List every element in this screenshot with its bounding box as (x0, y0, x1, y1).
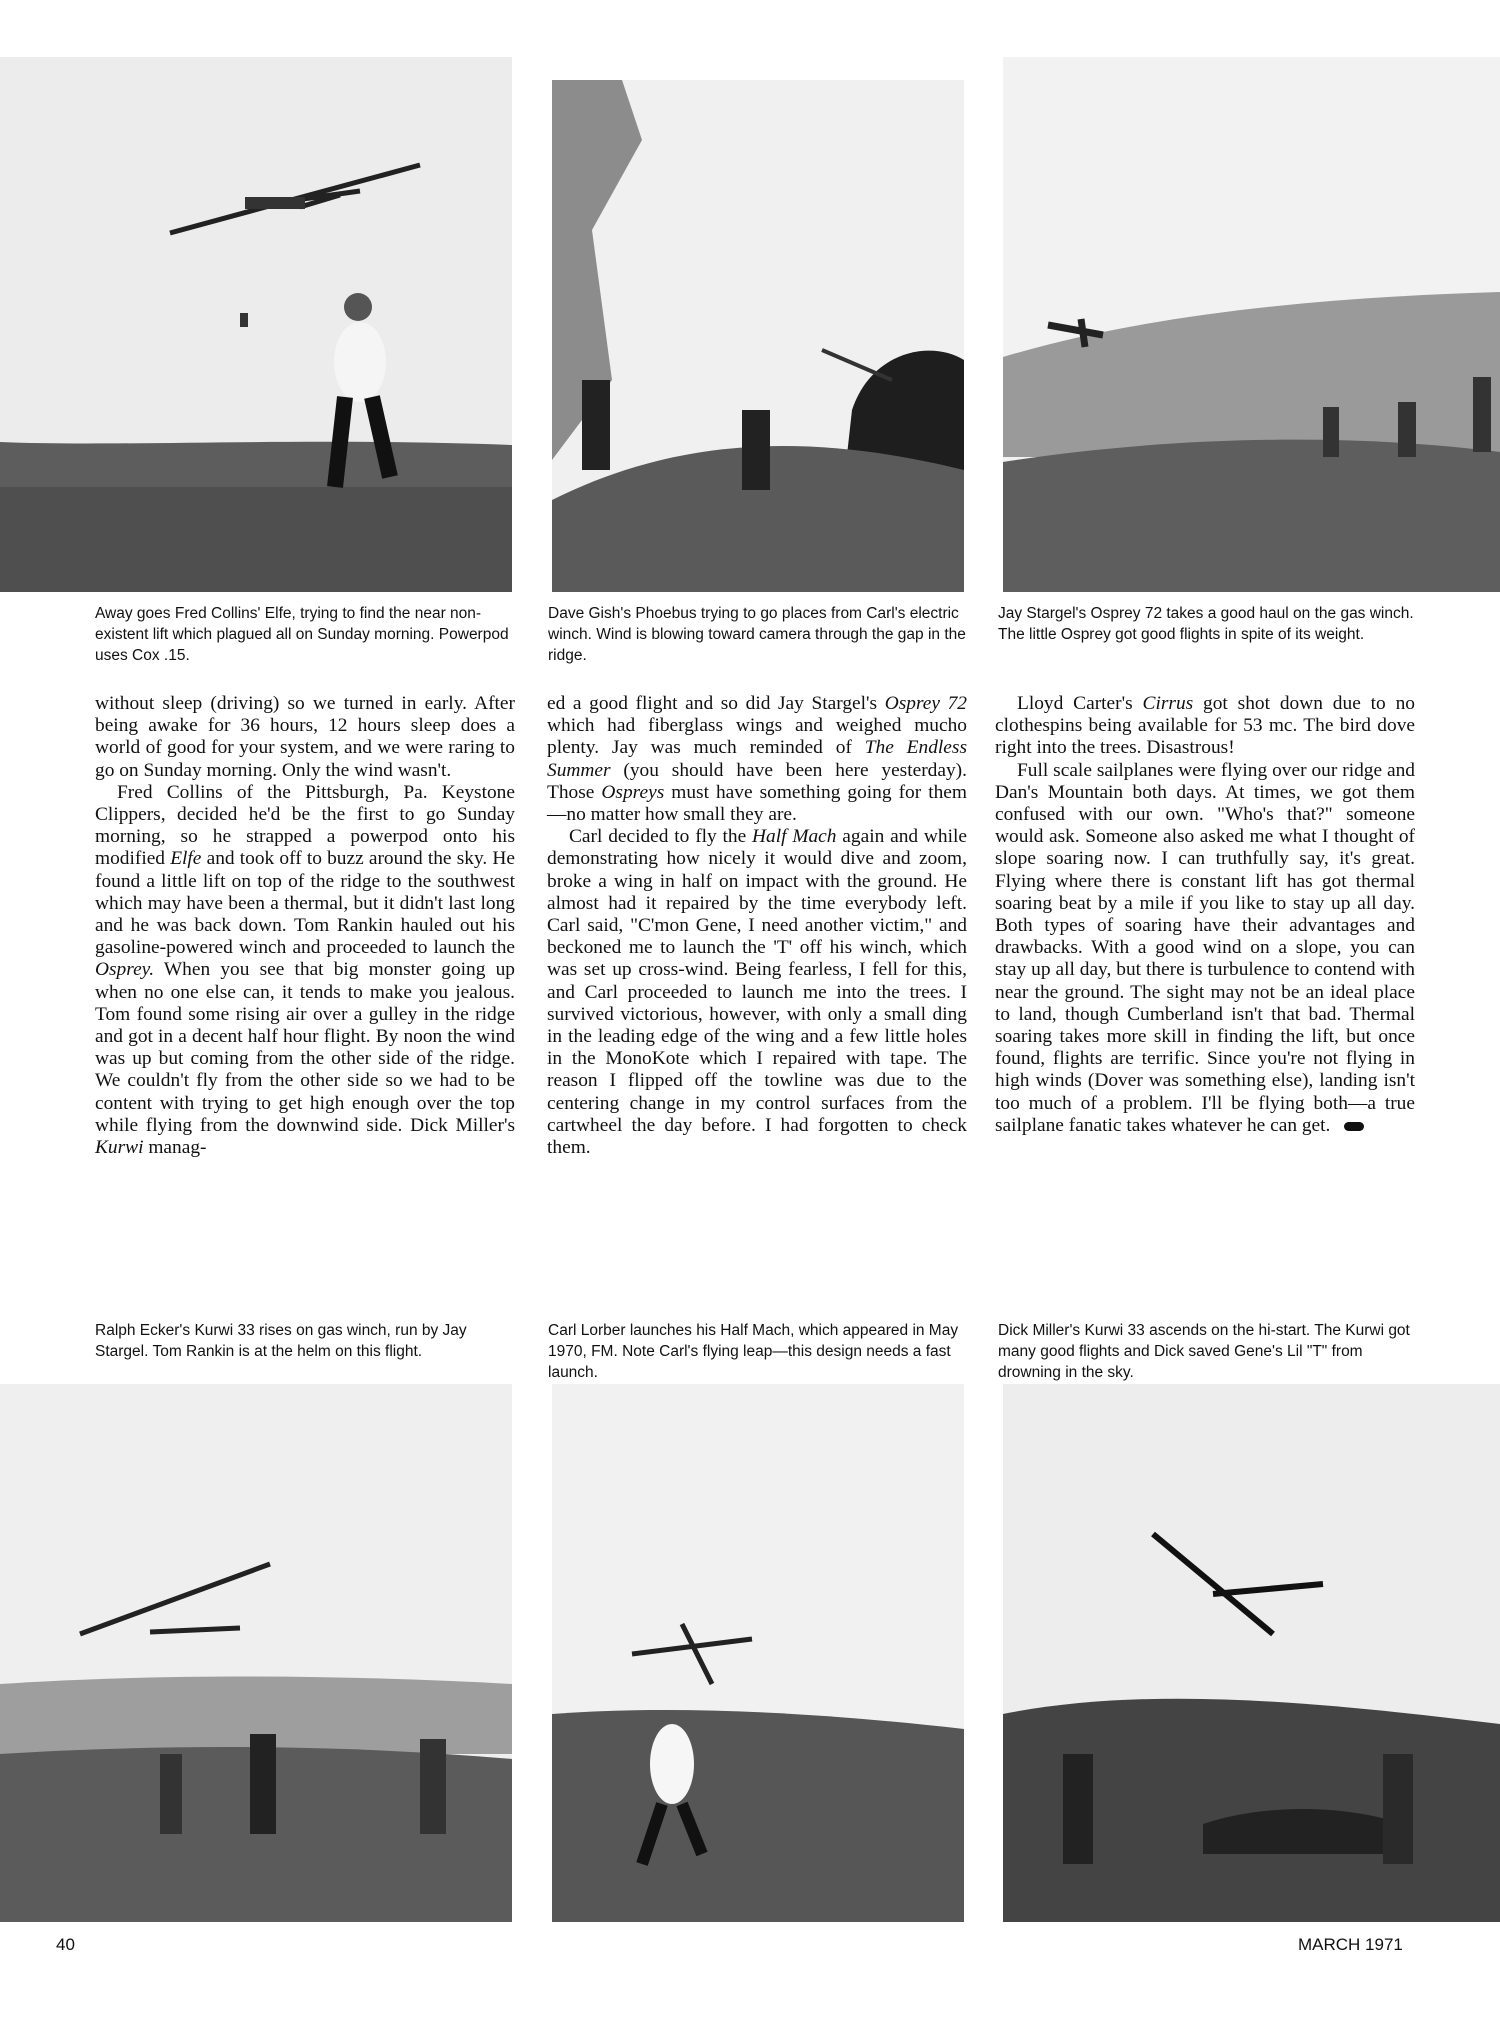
article-column-3 (995, 693, 1415, 1137)
issue-date: MARCH 1971 (1298, 1935, 1403, 1954)
article-column-2 (547, 693, 967, 1159)
film-title: The Endless Summer (547, 737, 967, 781)
caption-ecker-kurwi: Ralph Ecker's Kurwi 33 rises on gas winch, run by Jay Stargel. Tom Rankin is at the helm on this flight. (95, 1322, 467, 1360)
photo-collins-elfe-launch (0, 57, 512, 592)
paragraph: ed a good flight and so did Jay Stargel's Osprey 72 which had fiberglass wings and weighed mucho plenty. Jay was much reminded of The Endless Summer (you should have been here yesterday). Those Ospreys must have something going for them—no matter how small they are. (547, 693, 967, 826)
photo-ecker-kurwi-gas-winch (0, 1384, 512, 1922)
article-column-1 (95, 693, 515, 1159)
paragraph: Fred Collins of the Pittsburgh, Pa. Keystone Clippers, decided he'd be the first to go Sunday morning, so he strapped a powerpod onto his modified Elfe and took off to buzz around the sky. He found a little lift on top of the ridge to the southwest which may have been a thermal, but it didn't last long and he was back down. Tom Rankin hauled out his gasoline-powered winch and proceeded to launch the Osprey. When you see that big monster going up when no one else can, it tends to make you jealous. Tom found some rising air over a gulley in the ridge and got in a decent half hour flight. By noon the wind was up but coming from the other side of the ridge. We couldn't fly from the other side so we had to be content with trying to get high enough over the top while flying from the downwind side. Dick Miller's Kurwi manag- (95, 781, 516, 1159)
model-name: Osprey 72 (884, 693, 967, 714)
photo-miller-kurwi-hi-start (1003, 1384, 1500, 1922)
model-name: Ospreys (601, 781, 665, 803)
photo-stargel-osprey-72 (1003, 57, 1500, 592)
photo-lorber-half-mach-launch (552, 1384, 964, 1922)
model-name: Kurwi (95, 1137, 144, 1159)
caption-miller-kurwi: Dick Miller's Kurwi 33 ascends on the hi-start. The Kurwi got many good flights and Dick saved Gene's Lil "T" from drowning in the sky. (998, 1322, 1410, 1381)
paragraph: Full scale sailplanes were flying over our ridge and Dan's Mountain both days. At times, we got them confused with our own. "Who's that?" someone would ask. Someone also asked me what I thought of slope soaring now. I can truthfully say, it's great. Flying where there is constant lift has got thermal soaring beat by a mile if you like to stay up all day. Both types of soaring have their advantages and drawbacks. With a good wind on a slope, you can stay up all day, but there is turbulence to contend with near the ground. The sight may not be an ideal place to land, though Cumberland isn't that bad. Thermal soaring takes more skill in finding the lift, but once found, flights are terrific. Since you're not flying in high winds (Dover was something else), landing isn't too much of a problem. I'll be flying both—a true sailplane fanatic takes whatever he can get. (995, 759, 1415, 1136)
paragraph: without sleep (driving) so we turned in early. After being awake for 36 hours, 12 hours sleep does a world of good for your system, and we were raring to go on Sunday morning. Only the wind wasn't. (95, 693, 515, 781)
photo-gish-phoebus-winch (552, 80, 964, 592)
model-name: Osprey. (95, 959, 155, 981)
caption-stargel-osprey: Jay Stargel's Osprey 72 takes a good haul on the gas winch. The little Osprey got good flights in spite of its weight. (998, 605, 1414, 643)
caption-collins-elfe: Away goes Fred Collins' Elfe, trying to find the near non-existent lift which plagued all on Sunday morning. Powerpod uses Cox .15. (95, 605, 509, 664)
model-name: Cirrus (1142, 693, 1194, 714)
caption-gish-phoebus: Dave Gish's Phoebus trying to go places from Carl's electric winch. Wind is blowing toward camera through the gap in the ridge. (548, 605, 966, 664)
paragraph: Lloyd Carter's Cirrus got shot down due to no clothespins being available for 53 mc. The bird dove right into the trees. Disastrous! (995, 693, 1415, 759)
model-name: Elfe (170, 848, 202, 870)
model-name: Half Mach (752, 826, 837, 848)
end-mark-icon (1344, 1122, 1364, 1131)
page-number: 40 (56, 1935, 75, 1954)
caption-lorber-half-mach: Carl Lorber launches his Half Mach, which appeared in May 1970, FM. Note Carl's flying leap—this design needs a fast launch. (548, 1322, 959, 1381)
paragraph: Carl decided to fly the Half Mach again and while demonstrating how nicely it would dive and zoom, broke a wing in half on impact with the ground. He almost had it repaired by the time everybody left. Carl said, "C'mon Gene, I need another victim," and beckoned me to launch the 'T' off his winch, which was set up cross-wind. Being fearless, I fell for this, and Carl proceeded to launch me into the trees. I survived victorious, however, with only a small ding in the leading edge of the wing and a few little holes in the MonoKote which I repaired with tape. The reason I flipped off the towline was due to the centering change in my control surfaces from the cartwheel the day before. I had forgotten to check them. (547, 826, 967, 1159)
